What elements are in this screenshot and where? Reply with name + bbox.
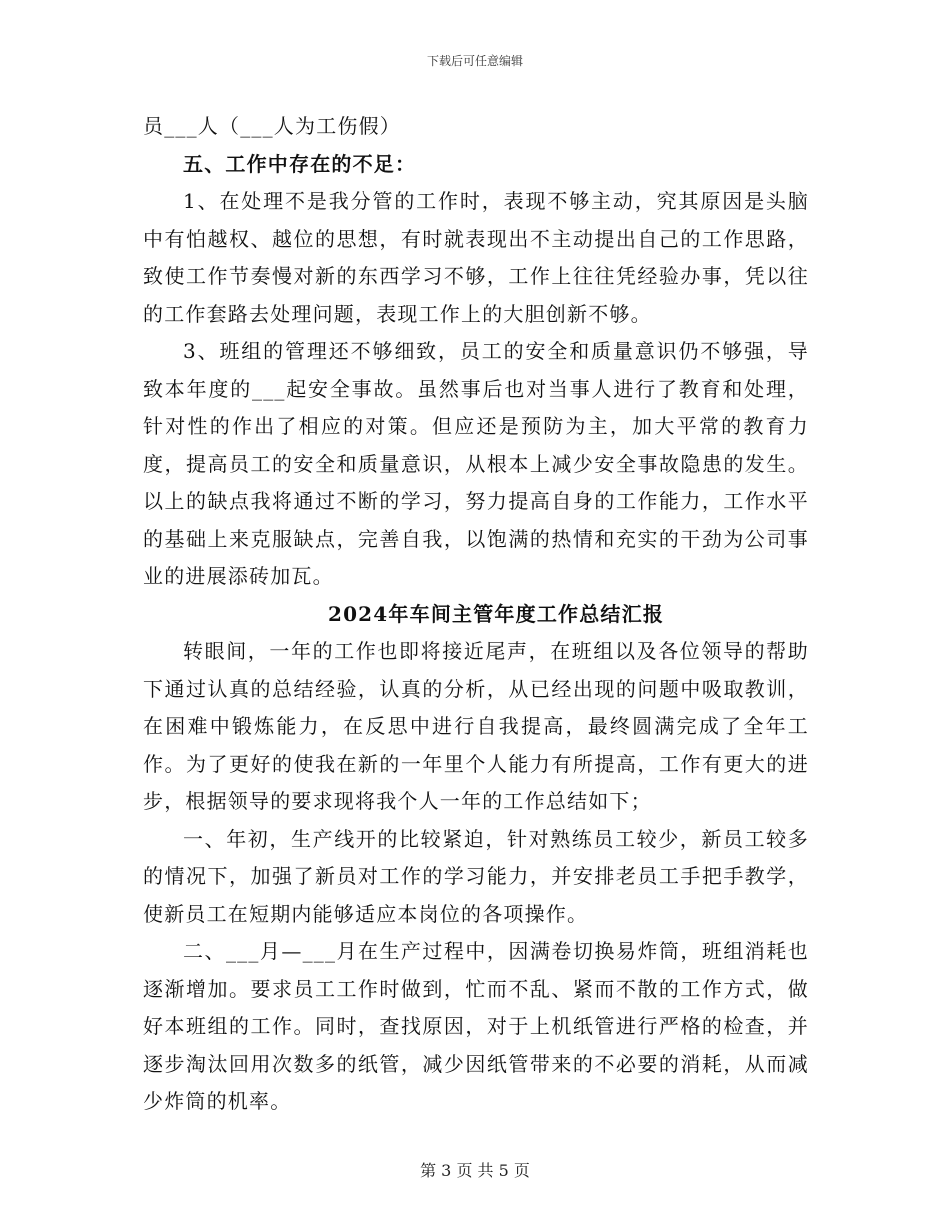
page-footer: 第 3 页 共 5 页 <box>420 1161 530 1180</box>
document-body <box>143 108 809 1121</box>
paragraph-continuation: 员___人（___人为工伤假） <box>143 114 401 138</box>
section-heading: 五、工作中存在的不足： <box>183 151 417 176</box>
paragraph: 1、在处理不是我分管的工作时，表现不够主动，究其原因是头脑中有怕越权、越位的思想，有时就表现出不主动提出自己的工作思路，致使工作节奏慢对新的东西学习不够，工作上往往凭经验办事，凭以往的工作套路去处理问题，表现工作上的大胆创新不够。 <box>143 189 809 326</box>
document-title: 2024年车间主管年度工作总结汇报 <box>327 601 665 626</box>
paragraph: 二、___月—___月在生产过程中，因满卷切换易炸筒，班组消耗也逐渐增加。要求员工工作时做到，忙而不乱、紧而不散的工作方式，做好本班组的工作。同时，查找原因，对于上机纸管进行严格的检查，并逐步淘汰回用次数多的纸管，减少因纸管带来的不必要的消耗，从而减少炸筒的机率。 <box>143 939 809 1113</box>
page-header: 下载后可任意编辑 <box>426 54 523 68</box>
paragraph: 转眼间，一年的工作也即将接近尾声，在班组以及各位领导的帮助下通过认真的总结经验，认真的分析，从已经出现的问题中吸取教训，在困难中锻炼能力，在反思中进行自我提高，最终圆满完成了全年工作。为了更好的使我在新的一年里个人能力有所提高，工作有更大的进步，根据领导的要求现将我个人一年的工作总结如下； <box>143 639 809 813</box>
paragraph: 3、班组的管理还不够细致，员工的安全和质量意识仍不够强，导致本年度的___起安全事故。虽然事后也对当事人进行了教育和处理，针对性的作出了相应的对策。但应还是预防为主，加大平常的教育力度，提高员工的安全和质量意识，从根本上减少安全事故隐患的发生。以上的缺点我将通过不断的学习，努力提高自身的工作能力，工作水平的基础上来克服缺点，完善自我，以饱满的热情和充实的干劲为公司事业的进展添砖加瓦。 <box>143 339 809 588</box>
paragraph: 一、年初，生产线开的比较紧迫，针对熟练员工较少，新员工较多的情况下，加强了新员对工作的学习能力，并安排老员工手把手教学，使新员工在短期内能够适应本岗位的各项操作。 <box>143 826 809 926</box>
